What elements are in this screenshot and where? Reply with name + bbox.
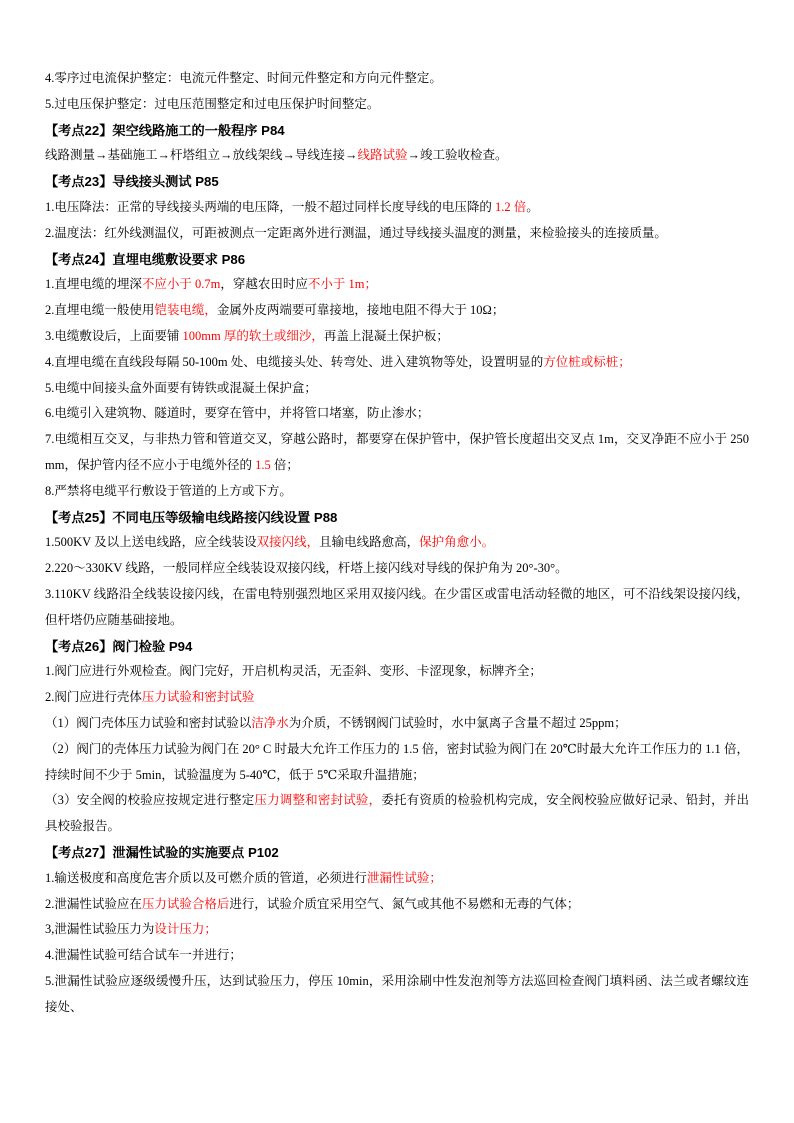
paragraph: [45, 272, 749, 298]
paragraph: [45, 917, 749, 943]
paragraph: [45, 350, 749, 376]
highlighted-text: 1.5: [255, 457, 271, 472]
paragraph: [45, 298, 749, 324]
text-segment: ，穿越农田时应: [220, 277, 308, 292]
text-segment: 委托有资质的检验机构完成，安全阀校验应做好记录、铅封，并出具校验报告。: [45, 793, 749, 834]
text-segment: 1.阀门应进行外观检查。阀门完好，开启机构灵活，无歪斜、变形、卡涩现象，标牌齐全；: [45, 664, 542, 679]
section-heading: [45, 634, 749, 660]
highlighted-text: 保护角愈小。: [419, 535, 495, 550]
text-segment: 4.泄漏性试验可结合试车一并进行；: [45, 948, 242, 963]
paragraph: [45, 737, 749, 789]
text-segment: 4.直埋电缆在直线段每隔 50-100m 处、电缆接头处、转弯处、进入建筑物等处，设置明显的: [45, 354, 544, 369]
paragraph: [45, 969, 749, 1021]
paragraph: [45, 659, 749, 685]
text-segment: 1.电压降法：正常的导线接头两端的电压降，一般不超过同样长度导线的电压降的: [45, 199, 496, 214]
paragraph: [45, 427, 749, 479]
text-segment: 进行，试验介质宜采用空气、氮气或其他不易燃和无毒的气体；: [229, 896, 580, 911]
text-segment: 2.温度法：红外线测温仪，可距被测点一定距离外进行测温，通过导线接头温度的测量，来检验接头的连接质量。: [45, 225, 667, 240]
paragraph: [45, 556, 749, 582]
text-segment: 2.泄漏性试验应在: [45, 896, 142, 911]
highlighted-text: 1.2 倍: [495, 199, 527, 214]
text-segment: 5.电缆中间接头盒外面要有铸铁或混凝土保护盒；: [45, 380, 317, 395]
text-segment: 【考点23】导线接头测试 P85: [45, 174, 219, 190]
highlighted-text: 方位桩或标桩；: [543, 354, 631, 369]
text-segment: 5.过电压保护整定：过电压范围整定和过电压保护时间整定。: [45, 96, 380, 111]
paragraph: [45, 866, 749, 892]
text-segment: 倍；: [270, 457, 299, 472]
text-segment: （3）安全阀的校验应按规定进行整定: [45, 793, 255, 808]
text-segment: 5.泄漏性试验应逐级缓慢升压，达到试验压力，停压 10min，采用涂刷中性发泡剂等方法巡回检查阀门填料函、法兰或者螺纹连接处、: [45, 973, 749, 1014]
paragraph: [45, 788, 749, 840]
paragraph: [45, 530, 749, 556]
paragraph: [45, 711, 749, 737]
text-segment: （1）阀门壳体压力试验和密封试验以: [45, 715, 252, 730]
text-segment: 1.500KV 及以上送电线路，应全线装设: [45, 535, 257, 550]
text-segment: →竣工验收检查。: [407, 148, 508, 163]
section-heading: [45, 169, 749, 195]
paragraph: [45, 221, 749, 247]
paragraph: [45, 685, 749, 711]
paragraph: [45, 324, 749, 350]
highlighted-text: 100mm 厚的软土或细沙，: [182, 328, 324, 343]
text-segment: 金属外皮两端要可靠接地，接地电阻不得大于 10Ω；: [216, 303, 505, 318]
text-segment: 7.电缆相互交叉，与非热力管和管道交叉，穿越公路时，都要穿在保护管中，保护管长度超出交叉点 1m，交叉净距不应小于 250mm，保护管内径不应小于电缆外径的: [45, 432, 749, 472]
text-segment: 6.电缆引入建筑物、隧道时，要穿在管中，并将管口堵塞，防止渗水；: [45, 406, 430, 421]
paragraph: [45, 943, 749, 969]
document-body: [45, 66, 749, 1020]
highlighted-text: 设计压力；: [154, 922, 217, 937]
highlighted-text: 不小于 1m；: [307, 277, 377, 292]
text-segment: 4.零序过电流保护整定：电流元件整定、时间元件整定和方向元件整定。: [45, 71, 442, 85]
text-segment: 线路测量→基础施工→杆塔组立→放线架线→导线连接→: [45, 148, 358, 163]
text-segment: 2.220～330KV 线路，一般同样应全线装设双接闪线，杆塔上接闪线对导线的保护角为 20°-30°。: [45, 561, 568, 576]
text-segment: 且输电线路愈高，: [319, 535, 420, 550]
highlighted-text: 双接闪线，: [256, 535, 320, 550]
text-segment: 2.阀门应进行壳体: [45, 690, 142, 705]
text-segment: 3,泄漏性试验压力为: [45, 922, 155, 937]
highlighted-text: 泄漏性试验；: [366, 870, 442, 885]
text-segment: 3.电缆敷设后，上面要铺: [45, 328, 183, 343]
highlighted-text: 铠装电缆，: [154, 303, 217, 318]
highlighted-text: 压力调整和密封试验，: [254, 793, 382, 808]
paragraph: [45, 92, 749, 118]
text-segment: 3.110KV 线路沿全线装设接闪线，在雷电特别强烈地区采用双接闪线。在少雷区或雷电活动轻微的地区，可不沿线架设接闪线，但杆塔仍应随基础接地。: [45, 586, 749, 627]
paragraph: [45, 582, 749, 634]
highlighted-text: 压力试验和密封试验: [141, 690, 255, 705]
section-heading: [45, 247, 749, 273]
paragraph: [45, 376, 749, 402]
text-segment: 再盖上混凝土保护板；: [323, 328, 449, 343]
highlighted-text: 不应小于 0.7m: [141, 277, 221, 292]
text-segment: 2.直埋电缆一般使用: [45, 303, 155, 318]
section-heading: [45, 840, 749, 866]
paragraph: [45, 66, 749, 92]
section-heading: [45, 118, 749, 144]
text-segment: 【考点27】泄漏性试验的实施要点 P102: [45, 844, 279, 860]
text-segment: 【考点24】直埋电缆敷设要求 P86: [45, 251, 246, 267]
section-heading: [45, 505, 749, 531]
highlighted-text: 线路试验: [357, 148, 408, 163]
text-segment: 【考点22】架空线路施工的一般程序 P84: [45, 122, 285, 138]
text-segment: 【考点26】阀门检验 P94: [45, 638, 193, 654]
text-segment: 为介质，不锈钢阀门试验时，水中氯离子含量不超过 25ppm；: [288, 715, 627, 730]
paragraph: [45, 401, 749, 427]
text-segment: 。: [526, 199, 539, 214]
text-segment: 1.输送极度和高度危害介质以及可燃介质的管道，必须进行: [45, 870, 367, 885]
paragraph: [45, 479, 749, 505]
paragraph: [45, 143, 749, 169]
text-segment: 8.严禁将电缆平行敷设于管道的上方或下方。: [45, 483, 292, 498]
text-segment: 【考点25】不同电压等级输电线路接闪线设置 P88: [45, 509, 338, 525]
highlighted-text: 洁净水: [251, 715, 289, 730]
text-segment: 1.直埋电缆的埋深: [45, 277, 142, 292]
paragraph: [45, 195, 749, 221]
highlighted-text: 压力试验合格后: [141, 896, 230, 911]
text-segment: （2）阀门的壳体压力试验为阀门在 20° C 时最大允许工作压力的 1.5 倍，密封试验为阀门在 20℃时最大允许工作压力的 1.1 倍，持续时间不少于 5min，试验温度为 5-40℃，低于 5℃采取升温措施；: [45, 741, 749, 782]
paragraph: [45, 892, 749, 918]
